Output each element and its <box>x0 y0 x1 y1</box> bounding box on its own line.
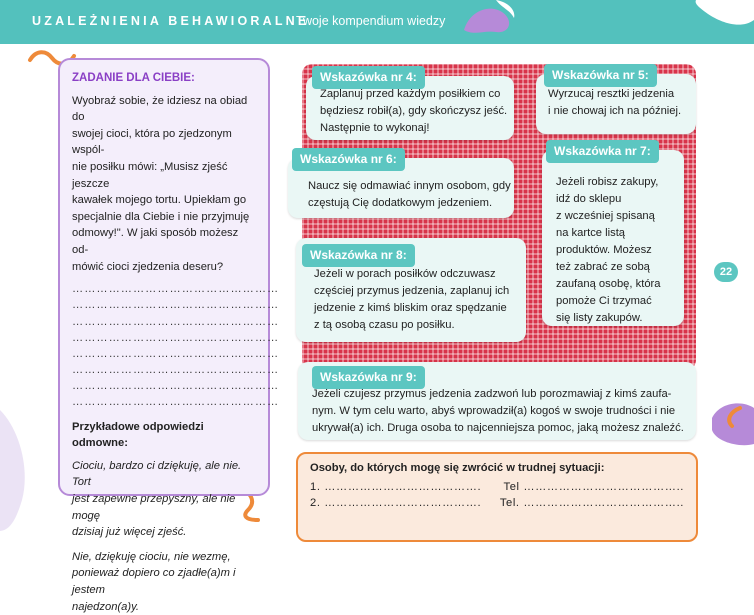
tip-card-5 <box>536 68 696 134</box>
tip-line: Jeżeli robisz zakupy, <box>556 176 659 188</box>
contact-row <box>310 495 684 511</box>
header-subtitle: Twoje kompendium wiedzy <box>296 14 446 28</box>
contact-name-field: 1. …………………………………. <box>310 481 482 493</box>
tip-card-8 <box>296 238 526 342</box>
task-box <box>58 58 280 613</box>
tip-text <box>314 266 509 334</box>
answer-line: …………………………………………… <box>72 380 280 393</box>
page-number: 22 <box>714 262 738 282</box>
example-answer-2 <box>72 549 256 615</box>
contact-row <box>310 479 684 495</box>
tip-text <box>556 174 661 327</box>
answer-line: …………………………………………… <box>72 364 280 377</box>
tip-line: pomoże Ci trzymać <box>556 295 652 307</box>
answer-line: …………………………………………… <box>72 331 280 344</box>
tip-line: Następnie to wykonaj! <box>320 122 430 134</box>
tip-label: Wskazówka nr 9: <box>312 366 425 389</box>
tip-line: częstują Cię dodatkowym jedzeniem. <box>308 197 493 209</box>
tip-line: na kartce listą <box>556 227 626 239</box>
tip-card-9 <box>298 362 696 440</box>
example-line: Nie, dziękuję ciociu, nie wezmę, <box>72 550 231 563</box>
tip-card-7 <box>542 144 684 326</box>
decorative-blob-icon <box>690 0 754 34</box>
tip-text <box>312 386 690 437</box>
tip-label: Wskazówka nr 6: <box>292 148 405 171</box>
task-heading: ZADANIE DLA CIEBIE: <box>72 72 195 84</box>
answer-line: …………………………………………… <box>72 299 280 312</box>
tip-label: Wskazówka nr 4: <box>312 66 425 89</box>
example-answer-1 <box>72 458 256 541</box>
task-line: swojej cioci, która po zjedzonym wspól- <box>72 127 232 157</box>
task-line: odmowy!". W jaki sposób możesz od- <box>72 227 239 256</box>
tip-line: się listy zakupów. <box>556 312 643 324</box>
contact-tel-field: Tel. ………………………………….. <box>499 497 684 509</box>
tip-line: jedzenie z kimś bliskim oraz spędzanie <box>314 302 507 314</box>
tip-line: z tą osobą czasu po posiłku. <box>314 319 455 331</box>
tip-line: nym. W tym celu warto, abyś wprowadził(a) kogoś w swoje trudności i nie <box>312 405 676 417</box>
answer-lines <box>72 281 280 411</box>
tip-line: Naucz się odmawiać innym osobom, gdy <box>308 180 511 192</box>
tip-line: też zabrać ze sobą <box>556 261 650 273</box>
decorative-blob-icon <box>0 410 40 531</box>
examples-heading: Przykładowe odpowiedzi odmowne: <box>72 420 204 450</box>
tip-line: Jeżeli czujesz przymus jedzenia zadzwoń lub porozmawiaj z kimś zaufa- <box>312 388 672 400</box>
tip-line: ukrywał(a) ich. Druga osoba to najcenniejsza pomoc, jaką możesz znaleźć. <box>312 422 684 434</box>
tip-line: będziesz robił(a), gdy skończysz jeść. <box>320 105 508 117</box>
tip-line: częściej przymus jedzenia, zaplanuj ich <box>314 285 510 297</box>
contact-name-field: 2. …………………………………. <box>310 497 482 509</box>
tip-label: Wskazówka nr 7: <box>546 140 659 163</box>
answer-line: …………………………………………… <box>72 283 280 296</box>
task-line: Wyobraź sobie, że idziesz na obiad do <box>72 94 248 124</box>
example-line: ponieważ dopiero co zjadłe(a)m i jestem <box>72 567 236 596</box>
tip-line: z wcześniej spisaną <box>556 210 655 222</box>
task-line: nie posiłku mówi: „Musisz zjeść jeszcze <box>72 160 228 190</box>
example-line: jest zapewne przepyszny, ale nie mogę <box>72 493 236 522</box>
example-line: Ciociu, bardzo ci dziękuję, ale nie. Tort <box>72 459 242 489</box>
contacts-box <box>296 452 698 542</box>
tip-line: zaufaną osobę, która <box>556 278 661 290</box>
answer-line: …………………………………………… <box>72 396 280 409</box>
example-line: dzisiaj już więcej zjeść. <box>72 526 187 539</box>
tip-line: i nie chowaj ich na później. <box>548 105 682 117</box>
decorative-blob-icon <box>460 0 520 36</box>
tip-label: Wskazówka nr 8: <box>302 244 415 267</box>
task-line: specjalnie dla Ciebie i nie przyjmuję <box>72 210 250 223</box>
tip-label: Wskazówka nr 5: <box>544 64 657 87</box>
answer-line: …………………………………………… <box>72 315 280 328</box>
tip-line: produktów. Możesz <box>556 244 652 256</box>
example-line: najedzon(a)y. <box>72 600 139 613</box>
decorative-squiggle-icon <box>716 404 746 434</box>
tip-card-6 <box>288 152 514 218</box>
tip-line: idź do sklepu <box>556 193 622 205</box>
tip-card-4 <box>306 70 514 140</box>
tip-text <box>320 86 507 137</box>
task-line: mówić cioci zjedzenia deseru? <box>72 260 224 273</box>
answer-line: …………………………………………… <box>72 347 280 360</box>
contacts-heading: Osoby, do których mogę się zwrócić w trudnej sytuacji: <box>310 462 605 474</box>
tip-text <box>308 178 511 212</box>
tip-line: Jeżeli w porach posiłków odczuwasz <box>314 268 496 280</box>
header-title: UZALEŻNIENIA BEHAWIORALNE <box>32 14 310 28</box>
tip-text <box>548 86 681 120</box>
tip-line: Zaplanuj przed każdym posiłkiem co <box>320 88 501 100</box>
contact-tel-field: Tel ………………………………….. <box>503 481 684 493</box>
tip-line: Wyrzucaj resztki jedzenia <box>548 88 675 100</box>
header-bar <box>0 0 754 44</box>
task-line: kawałek mojego tortu. Upiekłam go <box>72 194 247 207</box>
task-text <box>72 93 256 276</box>
